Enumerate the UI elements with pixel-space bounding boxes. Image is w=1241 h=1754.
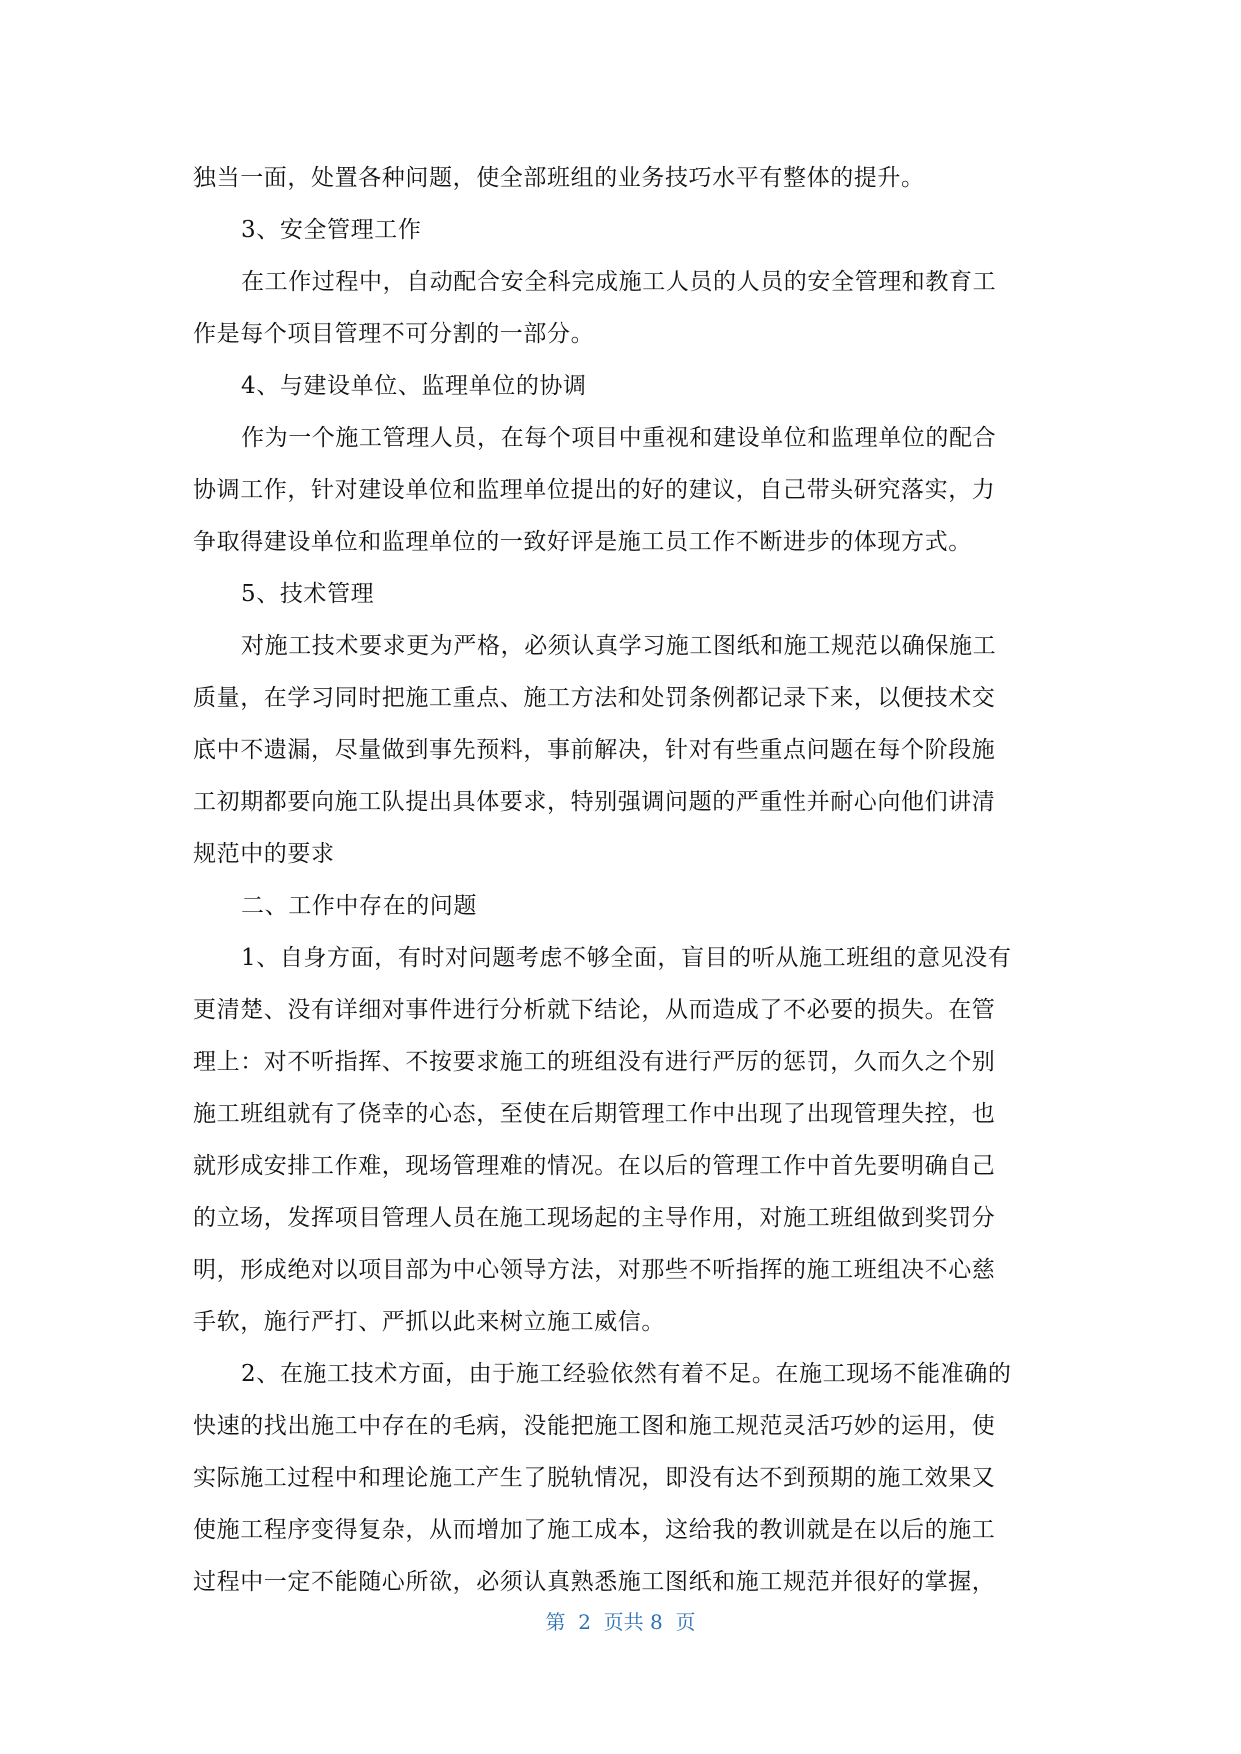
text-line: 施工班组就有了侥幸的心态，至使在后期管理工作中出现了出现管理失控，也 xyxy=(193,1101,996,1127)
text-line: 2、在施工技术方面，由于施工经验依然有着不足。在施工现场不能准确的 xyxy=(241,1361,1012,1387)
text-line: 4、与建设单位、监理单位的协调 xyxy=(241,373,587,399)
text-line: 的立场，发挥项目管理人员在施工现场起的主导作用，对施工班组做到奖罚分 xyxy=(193,1205,996,1231)
text-line: 使施工程序变得复杂，从而增加了施工成本，这给我的教训就是在以后的施工 xyxy=(193,1517,996,1543)
text-line: 理上：对不听指挥、不按要求施工的班组没有进行严厉的惩罚，久而久之个别 xyxy=(193,1049,996,1075)
text-line: 作是每个项目管理不可分割的一部分。 xyxy=(193,321,595,347)
text-line: 在工作过程中，自动配合安全科完成施工人员的人员的安全管理和教育工 xyxy=(241,269,997,295)
text-line: 规范中的要求 xyxy=(193,841,335,867)
text-line: 协调工作，针对建设单位和监理单位提出的好的建议，自己带头研究落实，力 xyxy=(193,477,996,503)
text-line: 更清楚、没有详细对事件进行分析就下结论，从而造成了不必要的损失。在管 xyxy=(193,997,996,1023)
text-line: 实际施工过程中和理论施工产生了脱轨情况，即没有达不到预期的施工效果又 xyxy=(193,1465,996,1491)
text-line: 争取得建设单位和监理单位的一致好评是施工员工作不断进步的体现方式。 xyxy=(193,529,972,555)
text-line: 快速的找出施工中存在的毛病，没能把施工图和施工规范灵活巧妙的运用，使 xyxy=(193,1413,996,1439)
text-line: 质量，在学习同时把施工重点、施工方法和处罚条例都记录下来，以便技术交 xyxy=(193,685,996,711)
text-line: 过程中一定不能随心所欲，必须认真熟悉施工图纸和施工规范并很好的掌握， xyxy=(193,1569,996,1595)
text-line: 3、安全管理工作 xyxy=(241,217,422,243)
text-line: 手软，施行严打、严抓以此来树立施工威信。 xyxy=(193,1309,665,1335)
text-line: 二、工作中存在的问题 xyxy=(241,893,477,919)
text-line: 独当一面，处置各种问题，使全部班组的业务技巧水平有整体的提升。 xyxy=(193,165,925,191)
text-line: 5、技术管理 xyxy=(241,581,375,607)
text-line: 就形成安排工作难，现场管理难的情况。在以后的管理工作中首先要明确自己 xyxy=(193,1153,996,1179)
page-footer: 第 2 页共 8 页 xyxy=(545,1610,696,1634)
text-line: 作为一个施工管理人员，在每个项目中重视和建设单位和监理单位的配合 xyxy=(241,425,997,451)
text-line: 底中不遗漏，尽量做到事先预料，事前解决，针对有些重点问题在每个阶段施 xyxy=(193,737,996,763)
text-line: 明，形成绝对以项目部为中心领导方法，对那些不听指挥的施工班组决不心慈 xyxy=(193,1257,996,1283)
text-line: 对施工技术要求更为严格，必须认真学习施工图纸和施工规范以确保施工 xyxy=(241,633,997,659)
text-line: 工初期都要向施工队提出具体要求，特别强调问题的严重性并耐心向他们讲清 xyxy=(193,789,996,815)
text-line: 1、自身方面，有时对问题考虑不够全面，盲目的听从施工班组的意见没有 xyxy=(241,945,1012,971)
document-body xyxy=(193,152,1055,1608)
